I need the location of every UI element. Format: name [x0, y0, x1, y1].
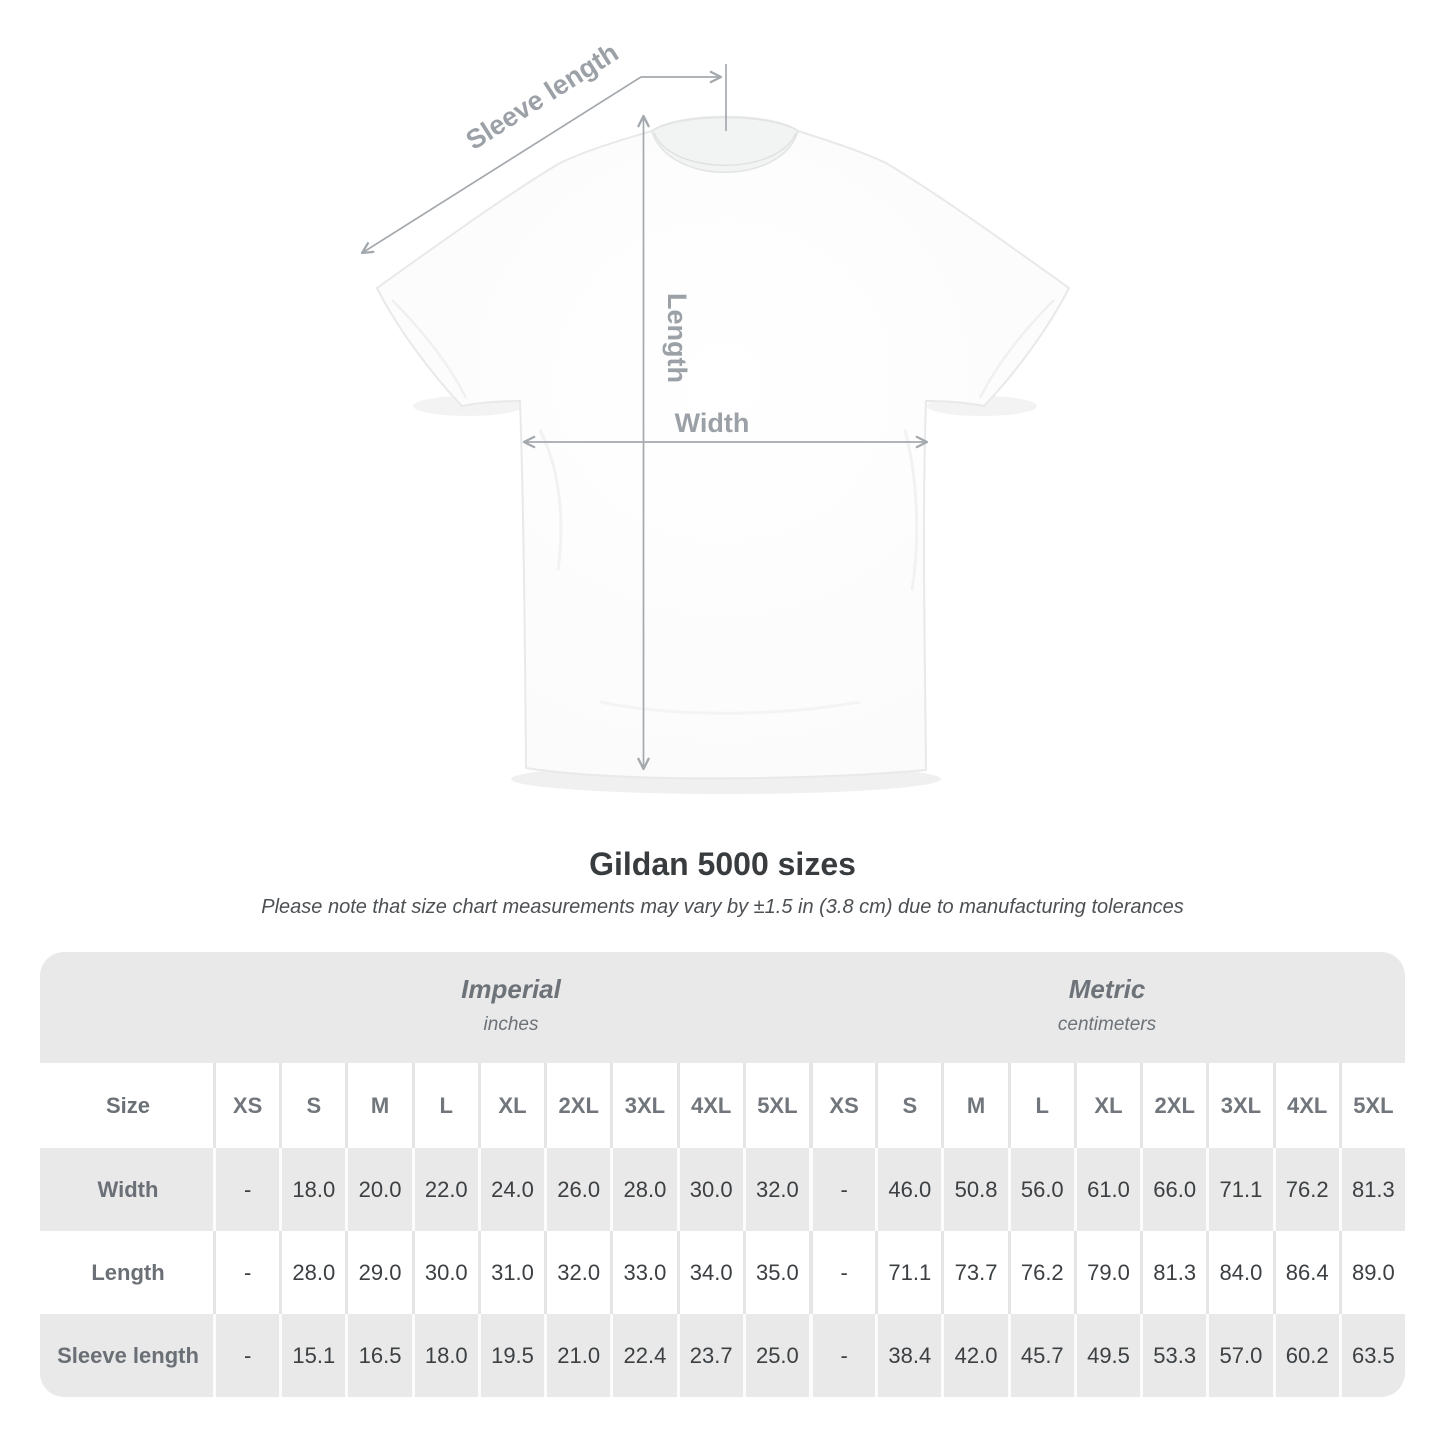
- size-value: 21.0: [544, 1314, 610, 1397]
- imperial-col-4xl: 4XL: [677, 1063, 743, 1148]
- size-value: 28.0: [279, 1231, 345, 1314]
- size-value: 61.0: [1074, 1148, 1140, 1231]
- size-value: 50.8: [941, 1148, 1007, 1231]
- size-value: 23.7: [677, 1314, 743, 1397]
- size-value: 26.0: [544, 1148, 610, 1231]
- size-value: 84.0: [1206, 1231, 1272, 1314]
- size-value: 46.0: [875, 1148, 941, 1231]
- tshirt-illustration: [377, 117, 1069, 779]
- imperial-col-m: M: [345, 1063, 411, 1148]
- size-column-header: Size: [40, 1063, 213, 1148]
- imperial-col-xl: XL: [478, 1063, 544, 1148]
- size-value: 71.1: [875, 1231, 941, 1314]
- imperial-header: [213, 952, 809, 1063]
- metric-col-3xl: 3XL: [1206, 1063, 1272, 1148]
- units-band: [40, 952, 1405, 1063]
- imperial-col-2xl: 2XL: [544, 1063, 610, 1148]
- size-value: -: [809, 1231, 875, 1314]
- size-value: 71.1: [1206, 1148, 1272, 1231]
- size-value: 30.0: [677, 1148, 743, 1231]
- size-value: 56.0: [1008, 1148, 1074, 1231]
- size-value: 16.5: [345, 1314, 411, 1397]
- size-value: 73.7: [941, 1231, 1007, 1314]
- size-value: 42.0: [941, 1314, 1007, 1397]
- size-value: 19.5: [478, 1314, 544, 1397]
- imperial-col-3xl: 3XL: [610, 1063, 676, 1148]
- size-value: 79.0: [1074, 1231, 1140, 1314]
- size-value: 30.0: [412, 1231, 478, 1314]
- size-value: 63.5: [1339, 1314, 1405, 1397]
- size-value: 76.2: [1008, 1231, 1074, 1314]
- imperial-title: Imperial: [461, 974, 561, 1004]
- imperial-unit: inches: [483, 1014, 539, 1035]
- size-value: 81.3: [1339, 1148, 1405, 1231]
- chart-title: Gildan 5000 sizes: [589, 846, 856, 882]
- metric-header: [809, 952, 1405, 1063]
- size-value: 32.0: [743, 1148, 809, 1231]
- size-value: 32.0: [544, 1231, 610, 1314]
- size-value: 31.0: [478, 1231, 544, 1314]
- metric-col-s: S: [875, 1063, 941, 1148]
- metric-unit: centimeters: [1057, 1014, 1157, 1035]
- metric-title: Metric: [1068, 974, 1146, 1004]
- size-value: 81.3: [1140, 1231, 1206, 1314]
- size-value: 25.0: [743, 1314, 809, 1397]
- size-value: 22.4: [610, 1314, 676, 1397]
- metric-col-2xl: 2XL: [1140, 1063, 1206, 1148]
- size-table: [40, 1063, 1405, 1397]
- size-table-panel: [40, 952, 1405, 1397]
- size-value: 18.0: [412, 1314, 478, 1397]
- length-label: Length: [662, 293, 692, 383]
- metric-col-xl: XL: [1074, 1063, 1140, 1148]
- row-label: Sleeve length: [57, 1342, 199, 1368]
- size-value: 57.0: [1206, 1314, 1272, 1397]
- size-value: 28.0: [610, 1148, 676, 1231]
- size-value: 60.2: [1273, 1314, 1339, 1397]
- imperial-col-5xl: 5XL: [743, 1063, 809, 1148]
- sleeve-length-label: Sleeve length: [460, 37, 624, 156]
- size-value: 49.5: [1074, 1314, 1140, 1397]
- size-value: 76.2: [1273, 1148, 1339, 1231]
- width-label: Width: [674, 408, 750, 438]
- size-value: 18.0: [279, 1148, 345, 1231]
- metric-col-l: L: [1008, 1063, 1074, 1148]
- size-value: 35.0: [743, 1231, 809, 1314]
- size-value: 38.4: [875, 1314, 941, 1397]
- row-label: Width: [97, 1176, 159, 1202]
- size-value: 66.0: [1140, 1148, 1206, 1231]
- size-value: 15.1: [279, 1314, 345, 1397]
- size-value: -: [809, 1148, 875, 1231]
- imperial-col-l: L: [412, 1063, 478, 1148]
- size-value: 53.3: [1140, 1314, 1206, 1397]
- size-value: -: [213, 1314, 279, 1397]
- units-band-spacer: [40, 952, 213, 1063]
- row-label: Length: [40, 1231, 213, 1314]
- size-value: 33.0: [610, 1231, 676, 1314]
- size-value: 29.0: [345, 1231, 411, 1314]
- size-value: 20.0: [345, 1148, 411, 1231]
- size-value: -: [213, 1148, 279, 1231]
- size-value: 89.0: [1339, 1231, 1405, 1314]
- metric-col-5xl: 5XL: [1339, 1063, 1405, 1148]
- size-value: -: [213, 1231, 279, 1314]
- size-value: -: [809, 1314, 875, 1397]
- size-value: 86.4: [1273, 1231, 1339, 1314]
- imperial-col-xs: XS: [213, 1063, 279, 1148]
- imperial-col-s: S: [279, 1063, 345, 1148]
- size-value: 45.7: [1008, 1314, 1074, 1397]
- tolerance-note: Please note that size chart measurements may vary by ±1.5 in (3.8 cm) due to manufacturing tolerances: [261, 896, 1184, 918]
- size-value: 22.0: [412, 1148, 478, 1231]
- metric-col-4xl: 4XL: [1273, 1063, 1339, 1148]
- size-value: 24.0: [478, 1148, 544, 1231]
- size-value: 34.0: [677, 1231, 743, 1314]
- metric-col-xs: XS: [809, 1063, 875, 1148]
- metric-col-m: M: [941, 1063, 1007, 1148]
